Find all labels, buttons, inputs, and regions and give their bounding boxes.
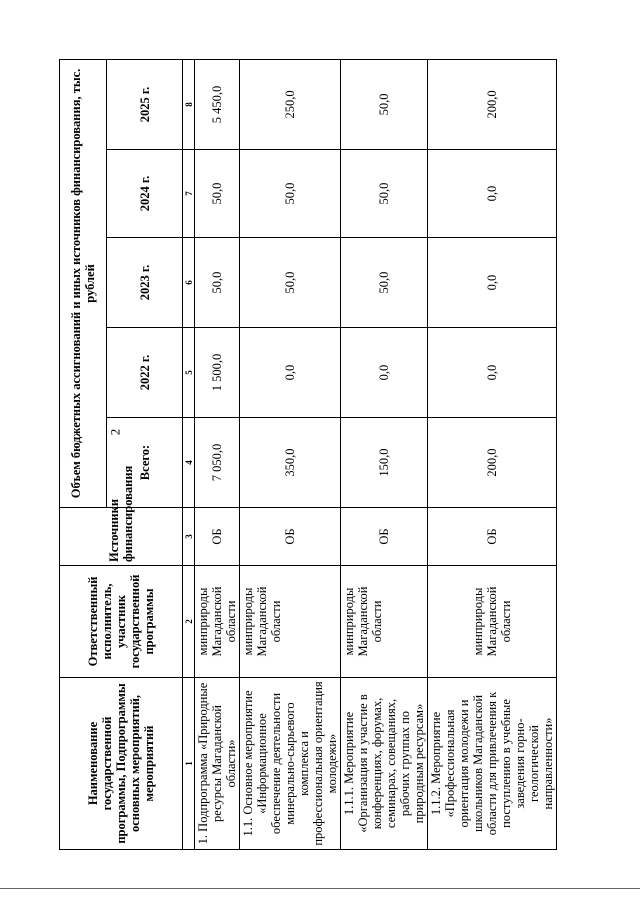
row-executor: минприроды Магаданской области [240, 566, 341, 678]
page-number: 2 [107, 428, 123, 436]
column-number: 6 [183, 238, 195, 328]
column-number: 3 [183, 508, 195, 566]
column-number: 8 [183, 59, 195, 149]
column-number: 5 [183, 328, 195, 418]
row-name: 1.1. Основное мероприятие «Информационное обеспечение деятельности минерально-сырьевого комплекса и профессиональная ориентация молодежи» [240, 678, 341, 850]
row-total: 150,0 [341, 418, 428, 508]
row-2022: 0,0 [428, 328, 557, 418]
row-source: ОБ [428, 508, 557, 566]
row-2022: 1 500,0 [195, 328, 240, 418]
table-row [341, 59, 428, 849]
column-number: 4 [183, 418, 195, 508]
row-name: 1.1.1. Мероприятие «Организация и участие в конференциях, форумах, семинарах, совещаниях, рабочих группах по природным ресурсам» [341, 678, 428, 850]
row-source: ОБ [240, 508, 341, 566]
row-2024: 50,0 [341, 150, 428, 238]
row-total: 350,0 [240, 418, 341, 508]
header-row-1 [60, 59, 107, 849]
row-2023: 50,0 [341, 238, 428, 328]
row-2023: 50,0 [240, 238, 341, 328]
header-source: Источники финансирования [60, 508, 183, 566]
header-total: Всего: [107, 418, 183, 508]
header-funding-group: Объем бюджетных ассигнований и иных источников финансирования, тыс. рублей [60, 59, 107, 507]
page-bottom-rule [0, 888, 640, 889]
header-executor: Ответственный исполнитель, участник государственной программы [60, 566, 183, 678]
row-2025: 250,0 [240, 59, 341, 149]
header-2024: 2024 г. [107, 150, 183, 238]
column-number: 7 [183, 150, 195, 238]
row-name: 1.1.2. Мероприятие «Профессиональная ориентация молодежи и школьников Магаданской области для привлечения к поступлению в учебные заведения горно-геологической направленности» [428, 678, 557, 850]
row-2022: 0,0 [240, 328, 341, 418]
header-2025: 2025 г. [107, 59, 183, 149]
budget-table [59, 59, 557, 850]
row-2023: 0,0 [428, 238, 557, 328]
row-2024: 0,0 [428, 150, 557, 238]
row-source: ОБ [195, 508, 240, 566]
row-2025: 50,0 [341, 59, 428, 149]
row-2024: 50,0 [195, 150, 240, 238]
header-2022: 2022 г. [107, 328, 183, 418]
row-2025: 200,0 [428, 59, 557, 149]
table-row [195, 59, 240, 849]
row-total: 200,0 [428, 418, 557, 508]
row-executor: минприроды Магаданской области [428, 566, 557, 678]
column-numbers-row [183, 59, 195, 849]
row-2023: 50,0 [195, 238, 240, 328]
header-2023: 2023 г. [107, 238, 183, 328]
row-2024: 50,0 [240, 150, 341, 238]
column-number: 2 [183, 566, 195, 678]
header-name: Наименование государственной программы, Подпрограммы основных мероприятий, мероприятий [60, 678, 183, 850]
table-row [428, 59, 557, 849]
row-executor: минприроды Магаданской области [341, 566, 428, 678]
row-total: 7 050,0 [195, 418, 240, 508]
row-2025: 5 450,0 [195, 59, 240, 149]
table-row [240, 59, 341, 849]
row-name: 1. Подпрограмма «Природные ресурсы Магаданской области» [195, 678, 240, 850]
row-executor: минприроды Магаданской области [195, 566, 240, 678]
budget-table-rotated [59, 60, 555, 850]
row-2022: 0,0 [341, 328, 428, 418]
column-number: 1 [183, 678, 195, 850]
row-source: ОБ [341, 508, 428, 566]
